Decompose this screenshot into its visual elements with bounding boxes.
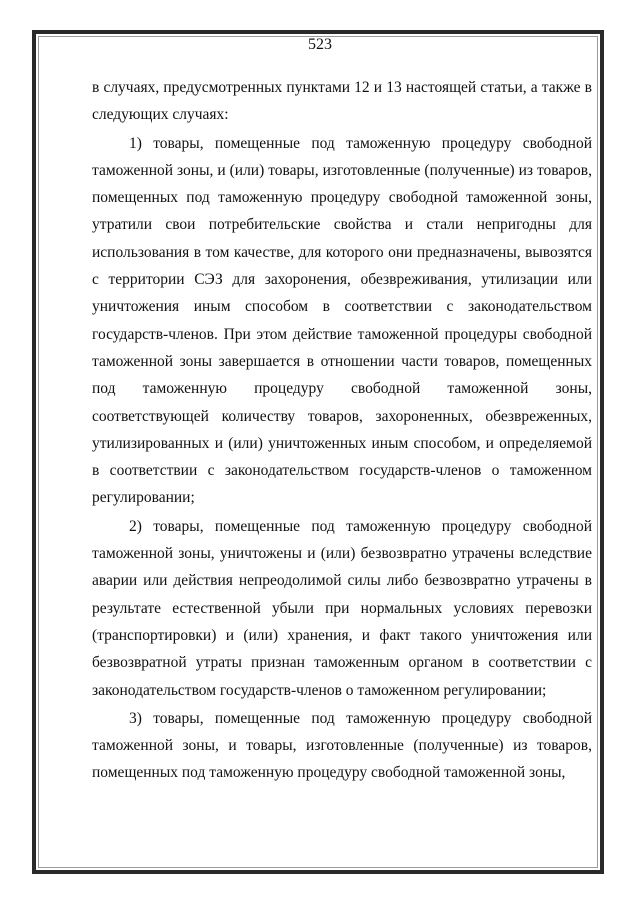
paragraph-item-3: 3) товары, помещенные под таможенную процедуру свободной таможенной зоны, и товары, изготовленные (полученные) из товаров, помещенных под таможенную процедуру свободной таможенной зоны, bbox=[92, 709, 592, 782]
document-body bbox=[92, 74, 592, 788]
page-number: 523 bbox=[308, 36, 332, 53]
paragraph-continuation: в случаях, предусмотренных пунктами 12 и 13 настоящей статьи, а также в следующих случаях: bbox=[92, 79, 592, 124]
paragraph-item-1: 1) товары, помещенные под таможенную процедуру свободной таможенной зоны, и (или) товары, изготовленные (полученные) из товаров, помещенных под таможенную процедуру свободной таможенной зоны, утратили свои потребительские свойства и стали непригодны для использования в том качестве, для которого они предназначены, вывозятся с территории СЭЗ для захоронения, обезвреживания, утилизации или уничтожения иным способом в соответствии с законодательством государств-членов. При этом действие таможенной процедуры свободной таможенной зоны завершается в отношении части товаров, помещенных под таможенную процедуру свободной таможенной зоны, соответствующей количеству товаров, захороненных, обезвреженных, утилизированных и (или) уничтоженных иным способом, и определяемой в соответствии с законодательством государств-членов о таможенном регулировании; bbox=[92, 134, 592, 507]
paragraph-item-2: 2) товары, помещенные под таможенную процедуру свободной таможенной зоны, уничтожены и (или) безвозвратно утрачены вследствие аварии или действия непреодолимой силы либо безвозвратно утрачены в результате естественной убыли при нормальных условиях перевозки (транспортировки) и (или) хранения, и факт такого уничтожения или безвозвратной утраты признан таможенным органом в соответствии с законодательством государств-членов о таможенном регулировании; bbox=[92, 517, 592, 699]
